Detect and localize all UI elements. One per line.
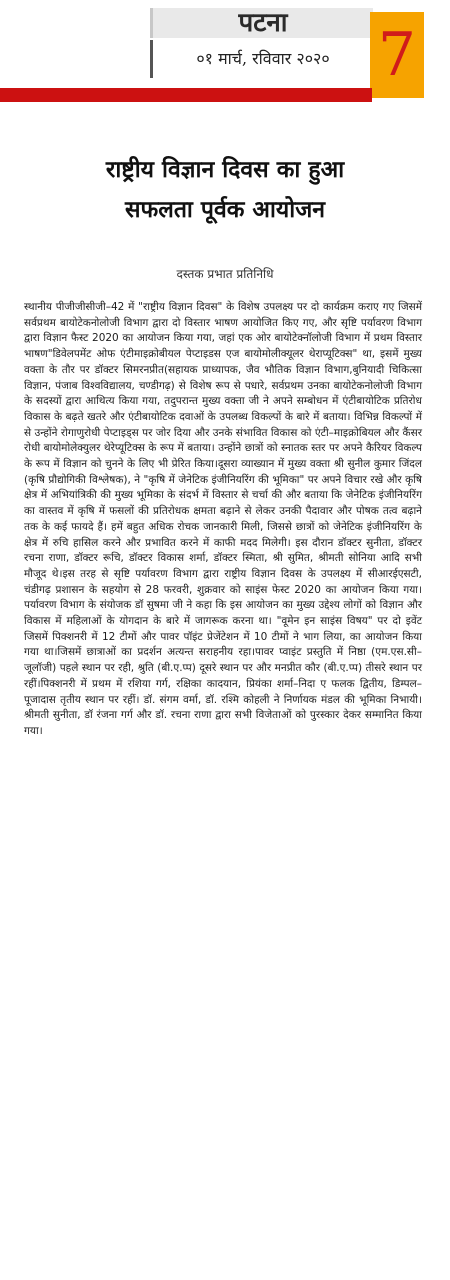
masthead-red-bar	[0, 88, 372, 102]
issue-date: ०१ मार्च, रविवार २०२०	[150, 40, 373, 78]
headline-line-2: सफलता पूर्वक आयोजन	[124, 197, 326, 223]
masthead	[0, 0, 450, 110]
headline-line-1: राष्ट्रीय विज्ञान दिवस का हुआ	[105, 157, 345, 183]
article-paragraph: स्थानीय पीजीजीसीजी–42 में "राष्ट्रीय विज्ञान दिवस" के विशेष उपलक्ष्य पर दो कार्यक्रम कराए गए जिसमें सर्वप्रथम बायोटेकनोलोजी विभाग द्वारा दो विस्तार भाषण आयोजित किए गए, और सृष्टि पर्यावरण विभाग द्वारा विज्ञान फैस्ट 2020 का आयोजन किया गया, जहां एक ओर बायोटेक्नॉलोजी विभाग में प्रथम विस्तार भाषण"डिवेलपमेंट ओफ एंटीमाइक्रोबीयल पेप्टाइडस एज बायोमोलीक्यूलर थेराप्यूटिक्स" था, इसमें मुख्य वक्ता के तौर पर डॉक्टर सिमरनप्रीत(सहायक प्राध्यापक, जैव भौतिक विज्ञान विभाग,बुनियादी चिकित्सा विज्ञान, पंजाब विश्वविद्यालय, चण्डीगढ़) से विशेष रूप से पधारे, सर्वप्रथम उनका बायोटेकनोलोजी विभाग के सदस्यों द्वारा आथित्य किया गया, तदुपरान्त मुख्य वक्ता जी ने अपने सम्बोधन में एंटीबायोटिक प्रतिरोध विकास के बढ़ते खतरे और एंटीबायोटिक दवाओं के उपलब्ध विकल्पों के बारे में बताया। विभिन्न विकल्पों में से उन्होंने रोगाणुरोधी पेप्टाइड्स पर जोर दिया और उनके संभावित विकास को एंटी–माइक्रोबियल और कैंसर रोधी बायोमोलेक्युलर थेरेप्यूटिक्स के रूप में बताया। उन्होंने छात्रों को स्नातक स्तर पर अपने कैरियर विकल्प के रूप में विज्ञान को चुनने के लिए भी प्रेरित किया।दूसरा व्याख्यान में मुख्य वक्ता श्री सुनील कुमार जिंदल (कृषि प्रौद्योगिकी विश्लेषक), ने "कृषि में जेनेटिक इंजीनियरिंग की भूमिका" पर अपने विचार रखे और कृषि क्षेत्र में अभियांत्रिकी की मुख्य भूमिका के संदर्भ में विस्तार से चर्चा की और बताया कि जेनेटिक इंजीनियरिंग का वास्तव में कृषि में फसलों की प्रतिरोधक क्षमता बढ़ाने से लेकर उनकी पैदावार और पोषक तत्व बढ़ाने तक के कई फायदे हैं। हमें बहुत अधिक रोचक जानकारी मिली, जिससे छात्रों को जेनेटिक इंजीनियरिंग के क्षेत्र में रुचि हासिल करने और प्रभावित करने में काफी मदद मिलेगी। इस दौरान डॉक्टर सुनीता, डॉक्टर रचना राणा, डॉक्टर रूचि, डॉक्टर विकास शर्मा, डॉक्टर स्मिता, श्री सुमित, श्रीमती सोनिया आदि सभी मौजूद थे।इस तरह से सृष्टि पर्यावरण विभाग द्वारा राष्ट्रीय विज्ञान दिवस के उपलक्ष्य में सीआरईएसटी, चंडीगढ़ प्रशासन के सहयोग से 28 फरवरी, शुक्रवार को साइंस फेस्ट 2020 का आयोजन किया गया। पर्यावरण विभाग के संयोजक डॉ सुषमा जी ने कहा कि इस आयोजन का मुख्य उद्देश्य लोगों को विज्ञान और विकास में महिलाओं के योगदान के बारे में जागरूक करना था। "वूमेन इन साइंस विषय" पर दो इवेंट जिसमें पिक्शनरी में 12 टीमों और पावर पॉइंट प्रेजेंटेशन में 10 टीमों ने भाग लिया, का आयोजन किया गया था।जिसमें छात्राओं का प्रदर्शन अत्यन्त सराहनीय रहा।पावर प्वाइंट प्रस्तुति में निष्ठा (एम.एस.सी–जूलॉजी) पहले स्थान पर रही, श्रुति (बी.ए.प्प) दूसरे स्थान पर और मनप्रीत कौर (बी.ए.प्प) तीसरे स्थान पर रहीं।पिक्शनरी में प्रथम में रशिया गर्ग, रक्षिका कादयान, प्रियंका शर्मा–निदा ए फलक द्वितीय, डिम्पल–पूजादास तृतीय स्थान पर रहीं। डॉ. संगम वर्मा, डॉ. रश्मि कोहली ने निर्णायक मंडल की भूमिका निभायी। श्रीमती सुनीता, डॉ रंजना गर्ग और डॉ. रचना राणा द्वारा सभी विजेताओं को पुरस्कार देकर सम्मानित किया गया।	[24, 301, 422, 737]
article-headline	[10, 150, 440, 230]
city-name: पटना	[150, 8, 373, 38]
article-byline: दस्तक प्रभात प्रतिनिधि	[176, 267, 274, 281]
article-body	[24, 300, 422, 740]
page-number: 7	[370, 12, 424, 98]
